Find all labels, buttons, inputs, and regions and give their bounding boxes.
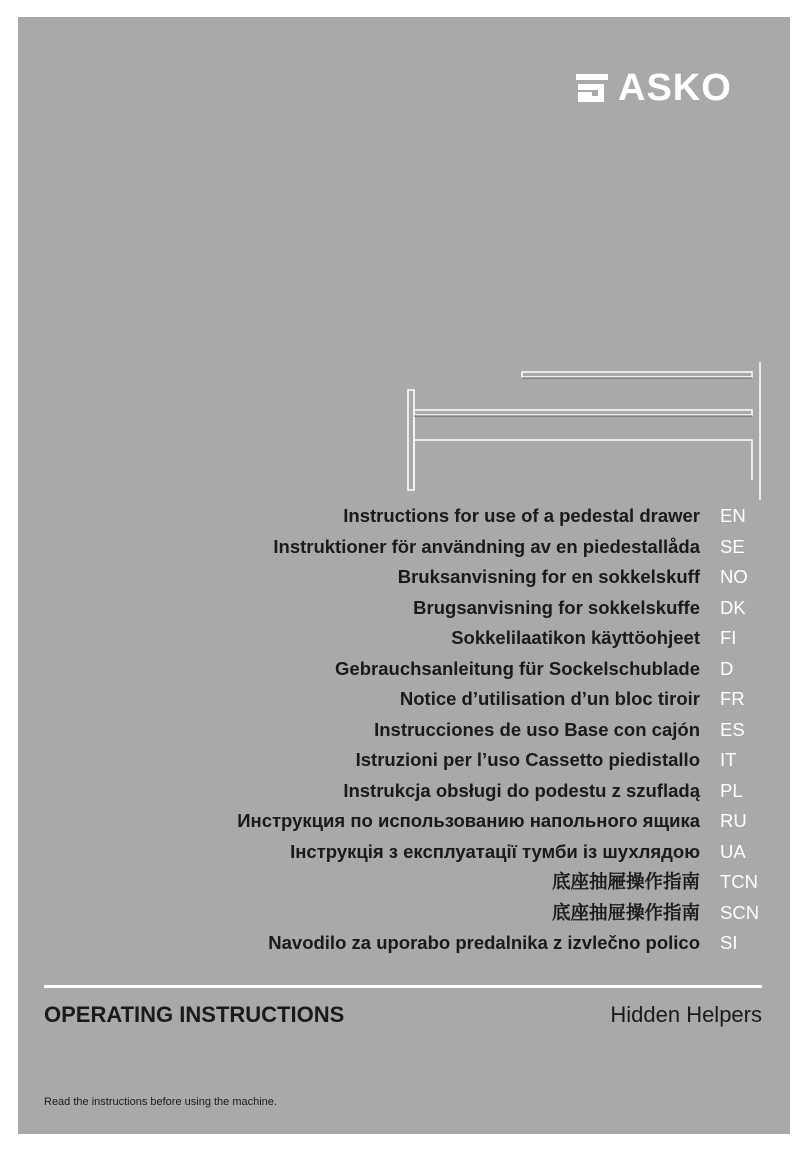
title-row <box>60 623 780 653</box>
title-text: 底座抽屉操作指南 <box>551 901 700 923</box>
title-text: Istruzioni per l’uso Cassetto piedistallo <box>355 749 700 770</box>
title-row <box>60 867 780 897</box>
title-text: Instrucciones de uso Base con cajón <box>374 718 700 740</box>
language-code: SE <box>720 535 745 557</box>
title-row <box>60 654 780 684</box>
language-code: NO <box>720 566 748 587</box>
title-text: Instructions for use of a pedestal drawer <box>343 505 700 526</box>
asko-logo-mark-icon <box>574 70 610 106</box>
language-code: D <box>720 657 734 679</box>
title-row <box>60 562 780 592</box>
title-row <box>60 776 780 806</box>
language-code: ES <box>720 718 745 740</box>
title-row <box>60 806 780 836</box>
language-code: SI <box>720 932 738 953</box>
language-code: UA <box>720 840 746 862</box>
language-code: SCN <box>720 901 760 923</box>
title-row <box>60 898 780 928</box>
title-text: Bruksanvisning for en sokkelskuff <box>397 566 700 587</box>
title-text: 底座抽屜操作指南 <box>551 871 700 892</box>
title-row <box>60 593 780 623</box>
language-code: TCN <box>720 871 759 892</box>
language-code: IT <box>720 749 737 770</box>
title-row <box>60 928 780 958</box>
title-text: Gebrauchsanleitung für Sockelschublade <box>335 657 700 679</box>
title-text: Brugsanvisning for sokkelskuffe <box>413 596 700 618</box>
document-heading: OPERATING INSTRUCTIONS <box>44 1002 345 1027</box>
read-instructions-note: Read the instructions before using the machine. <box>44 1096 277 1108</box>
pedestal-drawer-icon <box>400 360 770 500</box>
title-text: Інструкція з експлуатації тумби із шухлядою <box>290 840 700 862</box>
divider <box>44 985 762 988</box>
title-row <box>60 532 780 562</box>
brand-name: ASKO <box>618 67 732 109</box>
language-code: EN <box>720 505 746 526</box>
title-row <box>60 684 780 714</box>
product-name: Hidden Helpers <box>610 1002 762 1027</box>
language-code: RU <box>720 810 747 831</box>
brand-logo <box>574 68 732 108</box>
title-row <box>60 745 780 775</box>
title-text: Sokkelilaatikon käyttöohjeet <box>451 627 700 648</box>
language-code: PL <box>720 779 743 801</box>
title-row <box>60 715 780 745</box>
title-text: Instruktioner för användning av en piedestallåda <box>273 535 700 557</box>
language-code: FI <box>720 627 737 648</box>
language-code: FR <box>720 688 745 709</box>
title-row <box>60 501 780 531</box>
title-text: Navodilo za uporabo predalnika z izvlečno polico <box>268 932 700 953</box>
title-row <box>60 837 780 867</box>
title-text: Instrukcja obsługi do podestu z szufladą <box>343 779 700 801</box>
title-text: Инструкция по использованию напольного ящика <box>237 810 700 831</box>
language-code: DK <box>720 596 746 618</box>
title-text: Notice d’utilisation d’un bloc tiroir <box>399 688 700 709</box>
